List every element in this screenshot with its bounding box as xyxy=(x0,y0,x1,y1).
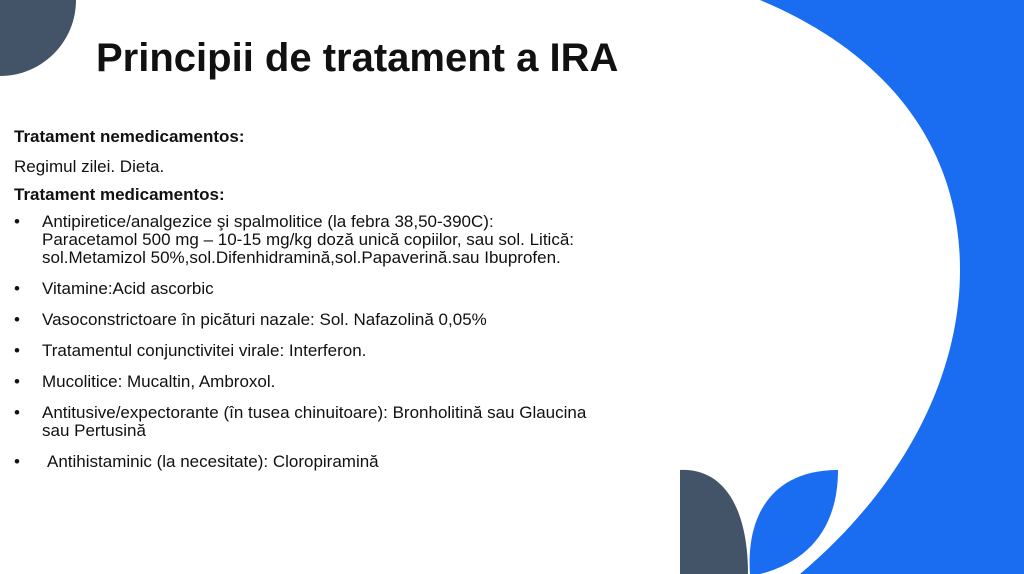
bullet-text: Tratamentul conjunctivitei virale: Interferon. xyxy=(42,341,367,360)
section-heading-nonmedication: Tratament nemedicamentos: xyxy=(14,127,245,146)
list-item xyxy=(14,342,704,360)
list-item xyxy=(14,453,704,471)
list-item xyxy=(14,311,704,329)
slate-leaf-shape xyxy=(680,470,748,574)
bullet-icon: • xyxy=(14,279,20,298)
bullet-icon: • xyxy=(14,452,20,471)
bullet-list xyxy=(14,213,704,471)
bullet-text: Vasoconstrictoare în picături nazale: Sol. Nafazolină 0,05% xyxy=(42,310,487,329)
slide-body xyxy=(14,127,704,484)
bullet-text: Mucolitice: Mucaltin, Ambroxol. xyxy=(42,372,276,391)
list-item xyxy=(14,213,704,267)
slide-title: Principii de tratament a IRA xyxy=(96,36,619,80)
bullet-text: Antitusive/expectorante (în tusea chinuitoare): Bronholitină sau Glaucina sau Pertusină xyxy=(42,403,587,440)
slate-corner-shape xyxy=(0,0,76,76)
bullet-text: Antihistaminic (la necesitate): Cloropiramină xyxy=(47,452,379,471)
bullet-text: Vitamine:Acid ascorbic xyxy=(42,279,214,298)
bullet-icon: • xyxy=(14,310,20,329)
bullet-text: Antipiretice/analgezice şi spalmolitice (la febra 38,50-390C): Paracetamol 500 mg – 10-15 mg/kg doză unică copiilor, sau sol. Litică: sol.Metamizol 50%,sol.Difenhidramină,sol.Papaverină.sau Ibuprofen. xyxy=(42,212,575,267)
list-item xyxy=(14,404,704,440)
bullet-icon: • xyxy=(14,403,20,422)
bullet-icon: • xyxy=(14,212,20,231)
list-item xyxy=(14,280,704,298)
bullet-icon: • xyxy=(14,341,20,360)
section-heading-medication: Tratament medicamentos: xyxy=(14,185,225,204)
list-item xyxy=(14,373,704,391)
section-text-nonmedication: Regimul zilei. Dieta. xyxy=(14,157,165,176)
bullet-icon: • xyxy=(14,372,20,391)
